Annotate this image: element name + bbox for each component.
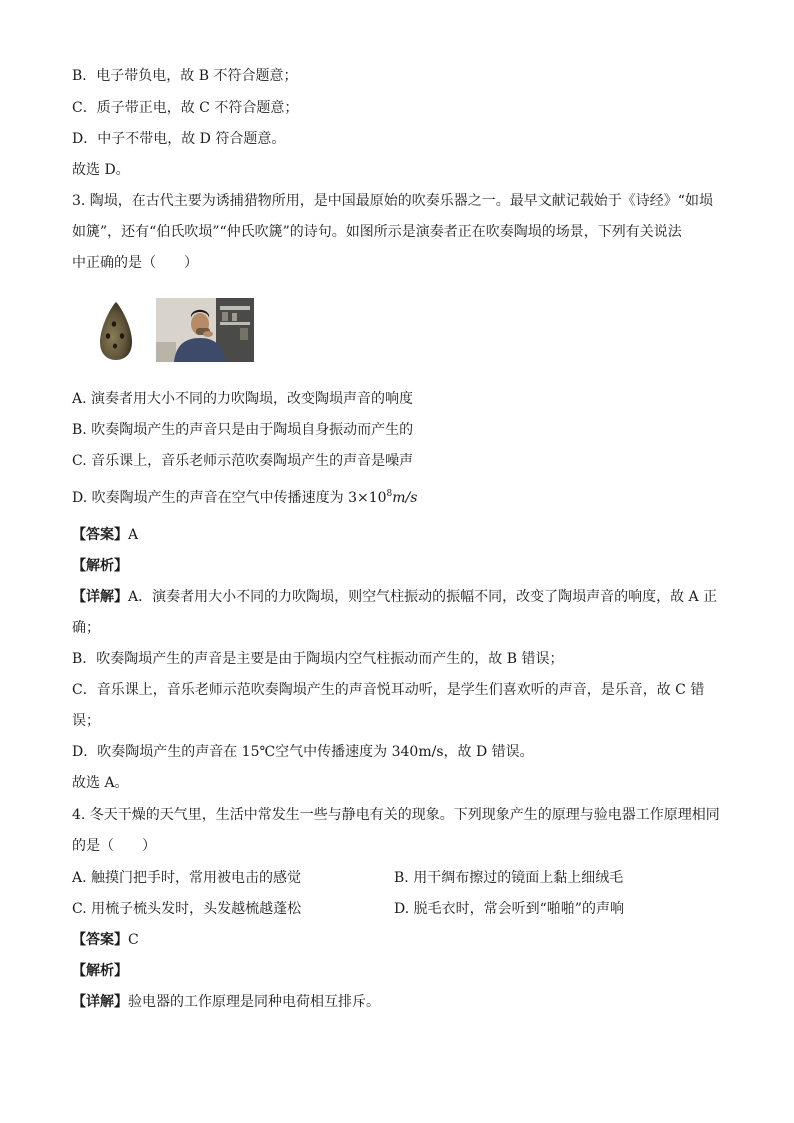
answer-4 — [72, 930, 139, 950]
question-4-option-b: B. 用干绸布擦过的镜面上黏上细绒毛 — [394, 870, 624, 886]
question-3-option-c: C. 音乐课上，音乐老师示范吹奏陶埙产生的声音是噪声 — [72, 453, 414, 469]
analysis-tag: 【解析】 — [72, 558, 128, 574]
question-4-stem: 4. 冬天干燥的天气里，生活中常发生一些与静电有关的现象。下列现象产生的原理与验电器工作原理相同 — [72, 807, 720, 823]
analysis-3 — [72, 556, 128, 576]
text-line: D．中子不带电，故 D 符合题意。 — [72, 131, 286, 147]
text-line: 故选 A。 — [72, 775, 129, 791]
text-line: 故选 D。 — [72, 162, 130, 178]
analysis-tag: 【解析】 — [72, 963, 128, 979]
detail-text: A．演奏者用大小不同的力吹陶埙，则空气柱振动的振幅不同，改变了陶埙声音的响度，故 A 正 — [128, 589, 718, 605]
question-4-stem: 的是（ ） — [72, 838, 156, 854]
option-d-text: D. 吹奏陶埙产生的声音在空气中传播速度为 3×10 — [72, 490, 387, 506]
option-d-exponent: 8 — [386, 489, 393, 499]
question-3-option-b: B. 吹奏陶埙产生的声音只是由于陶埙自身振动而产生的 — [72, 422, 414, 438]
question-4-option-a: A. 触摸门把手时，常用被电击的感觉 — [72, 870, 302, 886]
question-3-stem: 中正确的是（ ） — [72, 255, 198, 271]
text-line: C．质子带正电，故 C 不符合题意； — [72, 100, 299, 116]
question-4-option-d: D. 脱毛衣时，常会听到“啪啪”的声响 — [394, 901, 624, 917]
detail-3 — [72, 587, 717, 607]
question-3-stem: 如篪”，还有“伯氏吹埙”“仲氏吹篪”的诗句。如图所示是演奏者正在吹奏陶埙的场景，下列有关说法 — [72, 224, 682, 240]
detail-text: 验电器的工作原理是同种电荷相互排斥。 — [128, 994, 380, 1010]
performer-image — [156, 298, 254, 362]
question-3-option-a: A. 演奏者用大小不同的力吹陶埙，改变陶埙声音的响度 — [72, 391, 414, 407]
question-3-option-d — [72, 488, 417, 508]
answer-tag: 【答案】 — [72, 527, 128, 543]
ocarina-image — [92, 298, 140, 362]
option-d-unit: m/s — [392, 490, 418, 506]
answer-value: A — [128, 527, 139, 543]
answer-value: C — [128, 932, 139, 948]
detail-tag: 【详解】 — [72, 994, 128, 1010]
text-line: C．音乐课上，音乐老师示范吹奏陶埙产生的声音悦耳动听，是学生们喜欢听的声音，是乐音，故 C 错 — [72, 682, 705, 698]
detail-tag: 【详解】 — [72, 589, 128, 605]
text-line: D．吹奏陶埙产生的声音在 15℃空气中传播速度为 340m/s，故 D 错误。 — [72, 744, 534, 760]
text-line: B．吹奏陶埙产生的声音是主要是由于陶埙内空气柱振动而产生的，故 B 错误； — [72, 651, 564, 667]
text-line: B．电子带负电，故 B 不符合题意； — [72, 68, 298, 84]
question-4-option-c: C. 用梳子梳头发时，头发越梳越蓬松 — [72, 901, 302, 917]
answer-3 — [72, 525, 138, 545]
text-line: 确； — [72, 620, 100, 636]
text-line: 误； — [72, 713, 100, 729]
answer-tag: 【答案】 — [72, 932, 128, 948]
question-3-stem: 3. 陶埙，在古代主要为诱捕猎物所用，是中国最原始的吹奏乐器之一。最早文献记载始于《诗经》“如埙 — [72, 193, 713, 209]
analysis-4 — [72, 961, 128, 981]
detail-4 — [72, 992, 380, 1012]
